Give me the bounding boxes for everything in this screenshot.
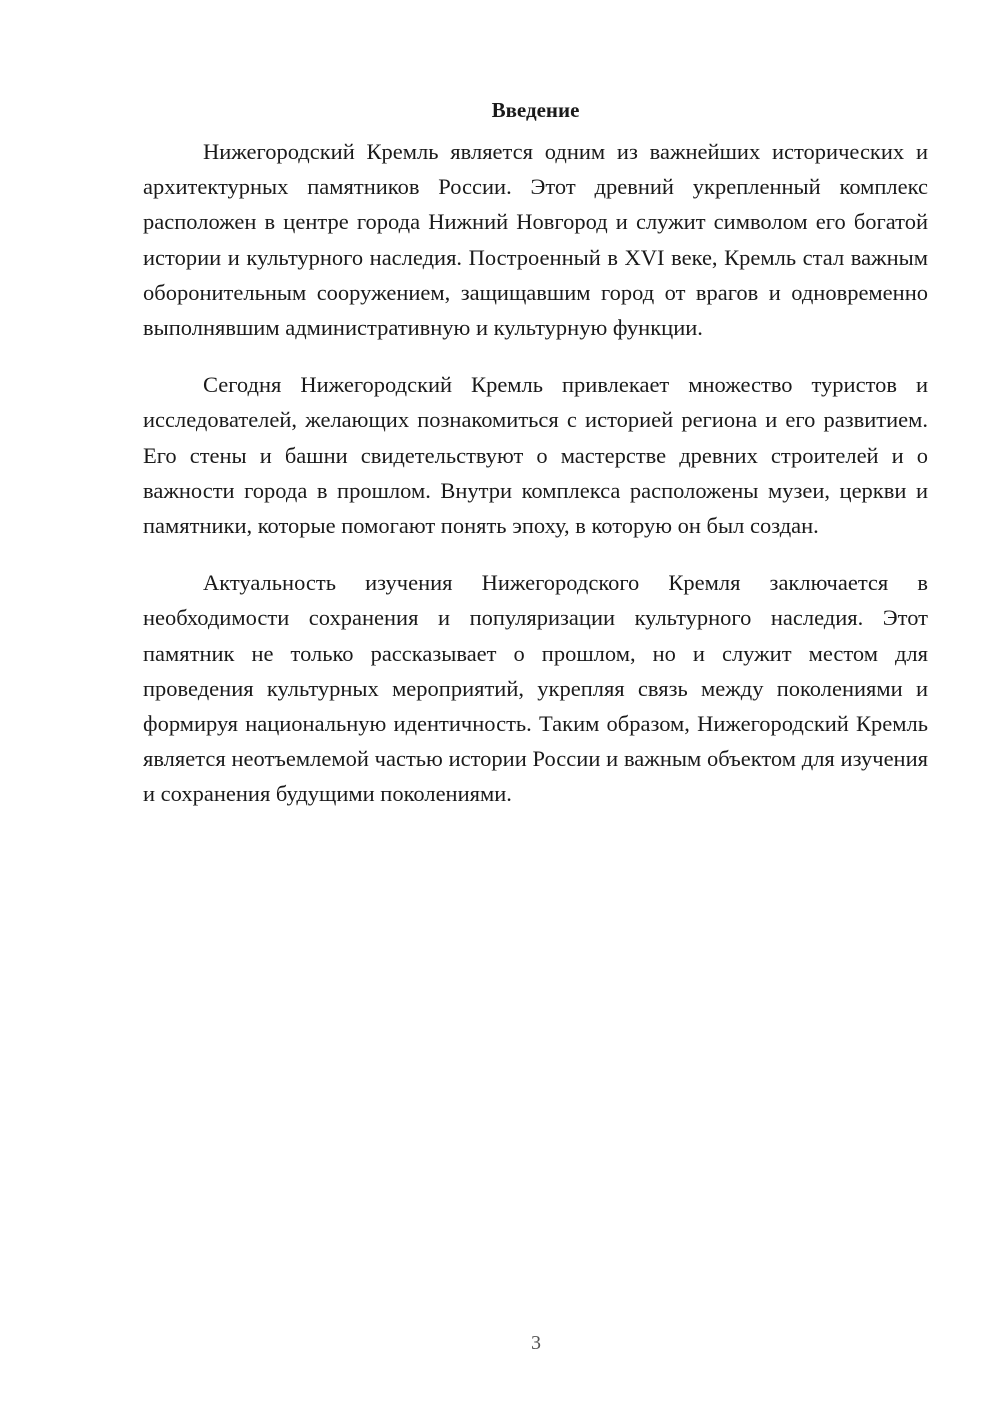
page-number: 3 [531, 1332, 541, 1354]
paragraph-2: Сегодня Нижегородский Кремль привлекает множество туристов и исследователей, желающих познакомиться с историей региона и его развитием. Его стены и башни свидетельствуют о мастерстве древних строителей и о важности города в прошлом. Внутри комплекса расположены музеи, церкви и памятники, которые помогают понять эпоху, в которую он был создан. [143, 372, 928, 539]
page-content [143, 93, 928, 834]
section-title: Введение [491, 98, 580, 122]
paragraph-1: Нижегородский Кремль является одним из важнейших исторических и архитектурных памятников России. Этот древний укрепленный комплекс расположен в центре города Нижний Новгород и служит символом его богатой истории и культурного наследия. Построенный в XVI веке, Кремль стал важным оборонительным сооружением, защищавшим город от врагов и одновременно выполнявшим административную и культурную функции. [143, 139, 928, 341]
paragraph-3: Актуальность изучения Нижегородского Кремля заключается в необходимости сохранения и популяризации культурного наследия. Этот памятник не только рассказывает о прошлом, но и служит местом для проведения культурных мероприятий, укрепляя связь между поколениями и формируя национальную идентичность. Таким образом, Нижегородский Кремль является неотъемлемой частью истории России и важным объектом для изучения и сохранения будущими поколениями. [143, 570, 928, 807]
